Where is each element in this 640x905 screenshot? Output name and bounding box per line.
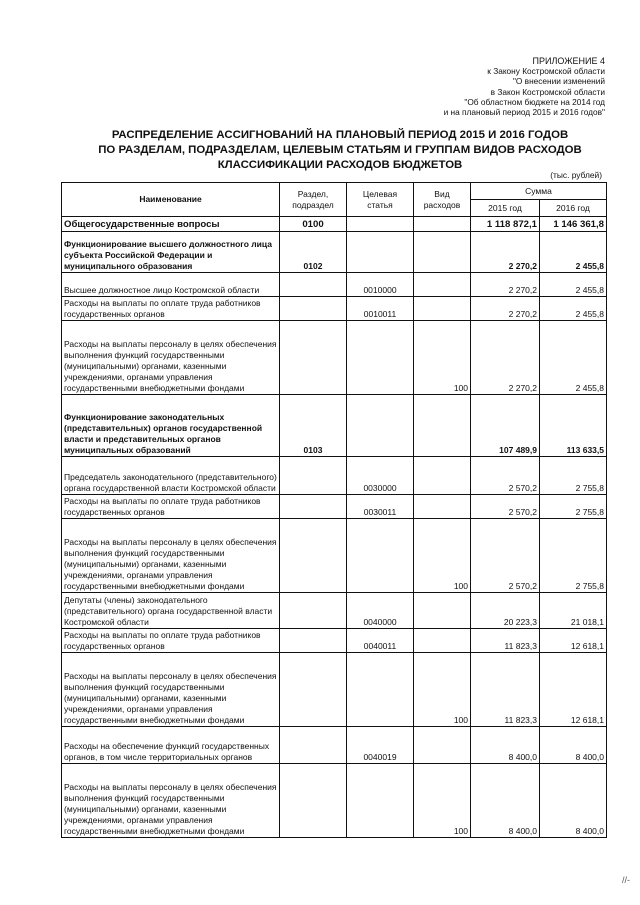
row-2015: 2 270,2 — [471, 321, 540, 395]
row-type: 100 — [414, 764, 471, 838]
row-target — [347, 764, 414, 838]
row-section — [280, 629, 347, 653]
row-type — [414, 457, 471, 495]
row-target — [347, 232, 414, 273]
row-2015: 8 400,0 — [471, 727, 540, 764]
table-row — [62, 593, 607, 629]
table-row — [62, 217, 607, 232]
header-name: Наименование — [62, 183, 280, 217]
row-section: 0103 — [280, 395, 347, 457]
units-label: (тыс. рублей) — [550, 170, 602, 180]
header-type: Вид расходов — [414, 183, 471, 217]
row-type — [414, 297, 471, 321]
row-target — [347, 519, 414, 593]
row-2015: 2 270,2 — [471, 273, 540, 297]
row-name: Расходы на выплаты по оплате труда работников государственных органов — [62, 297, 280, 321]
row-target: 0030011 — [347, 495, 414, 519]
row-section — [280, 519, 347, 593]
header-section: Раздел, подраздел — [280, 183, 347, 217]
row-2016: 2 455,8 — [540, 321, 607, 395]
row-name: Общегосударственные вопросы — [62, 217, 280, 232]
table-row — [62, 297, 607, 321]
row-2015: 2 570,2 — [471, 457, 540, 495]
header-target: Целевая статья — [347, 183, 414, 217]
table-row — [62, 232, 607, 273]
row-name: Расходы на выплаты персоналу в целях обеспечения выполнения функций государственными (муниципальными) органами, казенными учреждениями, органами управления государственными внебюджетными фондами — [62, 653, 280, 727]
row-section — [280, 273, 347, 297]
row-type: 100 — [414, 653, 471, 727]
row-target — [347, 321, 414, 395]
row-type — [414, 727, 471, 764]
row-2016: 2 755,8 — [540, 519, 607, 593]
title-line: КЛАССИФИКАЦИИ РАСХОДОВ БЮДЖЕТОВ — [217, 158, 463, 171]
row-target — [347, 653, 414, 727]
row-name: Функционирование высшего должностного лица субъекта Российской Федерации и муниципального образования — [62, 232, 280, 273]
row-type: 100 — [414, 321, 471, 395]
row-target — [347, 217, 414, 232]
appendix-line: "О внесении изменений — [512, 76, 605, 87]
header-sum: Сумма — [471, 183, 607, 200]
table-row — [62, 321, 607, 395]
row-section — [280, 593, 347, 629]
header-2015: 2015 год — [471, 200, 540, 217]
appendix-line: "Об областном бюджете на 2014 год — [464, 96, 605, 107]
row-section — [280, 764, 347, 838]
row-name: Депутаты (члены) законодательного (представительного) органа государственной власти Костромской области — [62, 593, 280, 629]
row-target: 0010011 — [347, 297, 414, 321]
row-type: 100 — [414, 519, 471, 593]
row-2015: 107 489,9 — [471, 395, 540, 457]
row-type — [414, 593, 471, 629]
row-2016: 2 755,8 — [540, 457, 607, 495]
row-2016: 2 455,8 — [540, 232, 607, 273]
row-2015: 2 570,2 — [471, 495, 540, 519]
table-row — [62, 495, 607, 519]
table-row — [62, 457, 607, 495]
row-2015: 1 118 872,1 — [471, 217, 540, 232]
row-2015: 2 270,2 — [471, 297, 540, 321]
row-2016: 1 146 361,8 — [540, 217, 607, 232]
header-2016: 2016 год — [540, 200, 607, 217]
table-row — [62, 519, 607, 593]
row-2016: 2 755,8 — [540, 495, 607, 519]
row-2015: 11 823,3 — [471, 629, 540, 653]
row-name: Расходы на выплаты по оплате труда работников государственных органов — [62, 495, 280, 519]
appendix-line: ПРИЛОЖЕНИЕ 4 — [532, 56, 605, 66]
row-target — [347, 395, 414, 457]
row-2016: 12 618,1 — [540, 653, 607, 727]
row-name: Расходы на выплаты персоналу в целях обеспечения выполнения функций государственными (муниципальными) органами, казенными учреждениями, органами управления государственными внебюджетными фондами — [62, 764, 280, 838]
table-row — [62, 764, 607, 838]
budget-table — [61, 182, 607, 838]
table-row — [62, 727, 607, 764]
row-2015: 11 823,3 — [471, 653, 540, 727]
row-2016: 8 400,0 — [540, 764, 607, 838]
table-row — [62, 653, 607, 727]
row-name: Расходы на выплаты по оплате труда работников государственных органов — [62, 629, 280, 653]
row-section — [280, 653, 347, 727]
row-2015: 8 400,0 — [471, 764, 540, 838]
row-section — [280, 321, 347, 395]
row-type — [414, 629, 471, 653]
row-2016: 12 618,1 — [540, 629, 607, 653]
row-section — [280, 495, 347, 519]
row-2015: 2 270,2 — [471, 232, 540, 273]
title-line: РАСПРЕДЕЛЕНИЕ АССИГНОВАНИЙ НА ПЛАНОВЫЙ ПЕРИОД 2015 И 2016 ГОДОВ — [111, 129, 569, 141]
row-target: 0030000 — [347, 457, 414, 495]
document-title — [80, 128, 600, 172]
row-name: Расходы на обеспечение функций государственных органов, в том числе территориальных органов — [62, 727, 280, 764]
row-2015: 20 223,3 — [471, 593, 540, 629]
row-2016: 2 455,8 — [540, 297, 607, 321]
row-2015: 2 570,2 — [471, 519, 540, 593]
row-name: Расходы на выплаты персоналу в целях обеспечения выполнения функций государственными (муниципальными) органами, казенными учреждениями, органами управления государственными внебюджетными фондами — [62, 321, 280, 395]
row-2016: 8 400,0 — [540, 727, 607, 764]
row-type — [414, 232, 471, 273]
appendix-line: в Закон Костромской области — [490, 86, 605, 97]
row-type — [414, 217, 471, 232]
appendix-line: и на плановый период 2015 и 2016 годов" — [443, 107, 605, 118]
row-name: Высшее должностное лицо Костромской области — [62, 273, 280, 297]
row-target: 0040000 — [347, 593, 414, 629]
row-name: Функционирование законодательных (представительных) органов государственной власти и представительных органов муниципальных образований — [62, 395, 280, 457]
row-target: 0010000 — [347, 273, 414, 297]
row-target: 0040019 — [347, 727, 414, 764]
row-2016: 21 018,1 — [540, 593, 607, 629]
row-target: 0040011 — [347, 629, 414, 653]
table-row — [62, 629, 607, 653]
row-2016: 113 633,5 — [540, 395, 607, 457]
row-2016: 2 455,8 — [540, 273, 607, 297]
table-row — [62, 395, 607, 457]
row-type — [414, 395, 471, 457]
appendix-note — [444, 56, 605, 117]
row-name: Председатель законодательного (представительного) органа государственной власти Костромской области — [62, 457, 280, 495]
row-section — [280, 457, 347, 495]
row-section — [280, 297, 347, 321]
row-section: 0102 — [280, 232, 347, 273]
row-section — [280, 727, 347, 764]
title-line: ПО РАЗДЕЛАМ, ПОДРАЗДЕЛАМ, ЦЕЛЕВЫМ СТАТЬЯМ И ГРУППАМ ВИДОВ РАСХОДОВ — [98, 143, 582, 156]
table-row — [62, 273, 607, 297]
row-type — [414, 273, 471, 297]
row-type — [414, 495, 471, 519]
appendix-line: к Закону Костромской области — [487, 66, 605, 77]
row-section: 0100 — [280, 217, 347, 232]
page-marker: //- — [622, 875, 630, 885]
row-name: Расходы на выплаты персоналу в целях обеспечения выполнения функций государственными (муниципальными) органами, казенными учреждениями, органами управления государственными внебюджетными фондами — [62, 519, 280, 593]
